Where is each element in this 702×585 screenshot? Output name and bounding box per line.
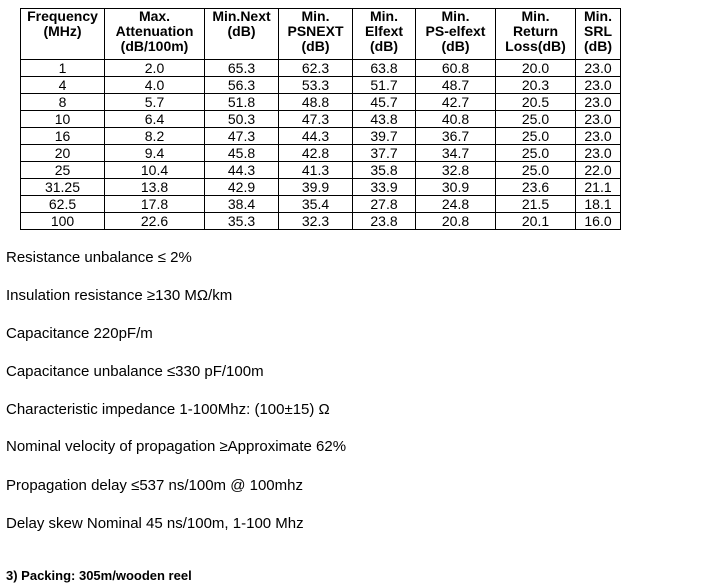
table-cell: 62.5 <box>21 196 105 213</box>
table-cell: 62.3 <box>279 60 353 77</box>
table-cell: 20.1 <box>496 213 576 230</box>
table-row <box>21 145 621 162</box>
table-cell: 48.7 <box>416 77 496 94</box>
table-cell: 42.7 <box>416 94 496 111</box>
table-header-row <box>21 9 621 60</box>
table-cell: 63.8 <box>353 60 416 77</box>
table-cell: 24.8 <box>416 196 496 213</box>
table-cell: 25.0 <box>496 162 576 179</box>
table-cell: 36.7 <box>416 128 496 145</box>
table-cell: 17.8 <box>105 196 205 213</box>
table-cell: 65.3 <box>205 60 279 77</box>
spec-nominal-velocity: Nominal velocity of propagation ≥Approximate 62% <box>6 438 347 455</box>
header-min-elfext: Min. Elfext (dB) <box>353 9 416 60</box>
header-min-psnext: Min. PSNEXT (dB) <box>279 9 353 60</box>
table-cell: 32.3 <box>279 213 353 230</box>
table-cell: 25.0 <box>496 145 576 162</box>
table-cell: 9.4 <box>105 145 205 162</box>
table-cell: 45.8 <box>205 145 279 162</box>
table-cell: 23.0 <box>576 145 621 162</box>
table-cell: 16.0 <box>576 213 621 230</box>
table-cell: 8.2 <box>105 128 205 145</box>
table-cell: 10 <box>21 111 105 128</box>
table-body <box>21 60 621 230</box>
table-cell: 37.7 <box>353 145 416 162</box>
table-cell: 42.8 <box>279 145 353 162</box>
table-cell: 20 <box>21 145 105 162</box>
table-cell: 23.0 <box>576 94 621 111</box>
header-min-srl: Min. SRL (dB) <box>576 9 621 60</box>
table-cell: 39.7 <box>353 128 416 145</box>
spec-capacitance: Capacitance 220pF/m <box>6 325 153 342</box>
table-cell: 23.8 <box>353 213 416 230</box>
table-cell: 45.7 <box>353 94 416 111</box>
table-cell: 23.0 <box>576 77 621 94</box>
table-cell: 53.3 <box>279 77 353 94</box>
table-cell: 22.0 <box>576 162 621 179</box>
table-cell: 48.8 <box>279 94 353 111</box>
spec-propagation-delay: Propagation delay ≤537 ns/100m @ 100mhz <box>6 477 303 494</box>
table-cell: 4.0 <box>105 77 205 94</box>
table-cell: 50.3 <box>205 111 279 128</box>
table-cell: 44.3 <box>279 128 353 145</box>
table-cell: 34.7 <box>416 145 496 162</box>
table-row <box>21 128 621 145</box>
table-cell: 20.0 <box>496 60 576 77</box>
table-cell: 1 <box>21 60 105 77</box>
table-cell: 27.8 <box>353 196 416 213</box>
table-cell: 39.9 <box>279 179 353 196</box>
spec-insulation-resistance: Insulation resistance ≥130 MΩ/km <box>6 287 233 304</box>
table-cell: 8 <box>21 94 105 111</box>
spec-capacitance-unbalance: Capacitance unbalance ≤330 pF/100m <box>6 363 264 380</box>
table-cell: 25.0 <box>496 128 576 145</box>
table-cell: 31.25 <box>21 179 105 196</box>
table-cell: 23.6 <box>496 179 576 196</box>
table-cell: 35.3 <box>205 213 279 230</box>
table-cell: 21.1 <box>576 179 621 196</box>
table-cell: 20.8 <box>416 213 496 230</box>
table-cell: 13.8 <box>105 179 205 196</box>
header-min-return-loss: Min. Return Loss(dB) <box>496 9 576 60</box>
table-cell: 4 <box>21 77 105 94</box>
table-cell: 40.8 <box>416 111 496 128</box>
table-row <box>21 179 621 196</box>
table-cell: 18.1 <box>576 196 621 213</box>
table-cell: 60.8 <box>416 60 496 77</box>
table-cell: 35.4 <box>279 196 353 213</box>
table-row <box>21 111 621 128</box>
table-row <box>21 196 621 213</box>
header-min-next: Min.Next (dB) <box>205 9 279 60</box>
table-cell: 25.0 <box>496 111 576 128</box>
table-row <box>21 77 621 94</box>
table-cell: 47.3 <box>205 128 279 145</box>
header-max-attenuation: Max. Attenuation (dB/100m) <box>105 9 205 60</box>
table-cell: 21.5 <box>496 196 576 213</box>
table-cell: 42.9 <box>205 179 279 196</box>
table-cell: 43.8 <box>353 111 416 128</box>
header-min-ps-elfext: Min. PS-elfext (dB) <box>416 9 496 60</box>
table-cell: 5.7 <box>105 94 205 111</box>
table-cell: 38.4 <box>205 196 279 213</box>
table-cell: 30.9 <box>416 179 496 196</box>
table-cell: 47.3 <box>279 111 353 128</box>
table-cell: 23.0 <box>576 128 621 145</box>
packing-heading: 3) Packing: 305m/wooden reel <box>6 568 192 583</box>
table-cell: 51.8 <box>205 94 279 111</box>
table-row <box>21 162 621 179</box>
table-cell: 51.7 <box>353 77 416 94</box>
electrical-performance-table <box>20 8 621 230</box>
table-cell: 56.3 <box>205 77 279 94</box>
table-cell: 32.8 <box>416 162 496 179</box>
table-cell: 25 <box>21 162 105 179</box>
spec-resistance-unbalance: Resistance unbalance ≤ 2% <box>6 249 192 266</box>
header-frequency: Frequency (MHz) <box>21 9 105 60</box>
table-cell: 20.5 <box>496 94 576 111</box>
table-cell: 23.0 <box>576 111 621 128</box>
table-cell: 6.4 <box>105 111 205 128</box>
table-row <box>21 60 621 77</box>
table-cell: 44.3 <box>205 162 279 179</box>
spec-characteristic-impedance: Characteristic impedance 1-100Mhz: (100±15) Ω <box>6 401 330 418</box>
table-cell: 22.6 <box>105 213 205 230</box>
table-cell: 41.3 <box>279 162 353 179</box>
table-cell: 33.9 <box>353 179 416 196</box>
table-cell: 35.8 <box>353 162 416 179</box>
table-row <box>21 213 621 230</box>
table-cell: 16 <box>21 128 105 145</box>
spec-delay-skew: Delay skew Nominal 45 ns/100m, 1-100 Mhz <box>6 515 304 532</box>
table-cell: 23.0 <box>576 60 621 77</box>
table-cell: 10.4 <box>105 162 205 179</box>
table-cell: 20.3 <box>496 77 576 94</box>
table-cell: 100 <box>21 213 105 230</box>
table-row <box>21 94 621 111</box>
table-cell: 2.0 <box>105 60 205 77</box>
